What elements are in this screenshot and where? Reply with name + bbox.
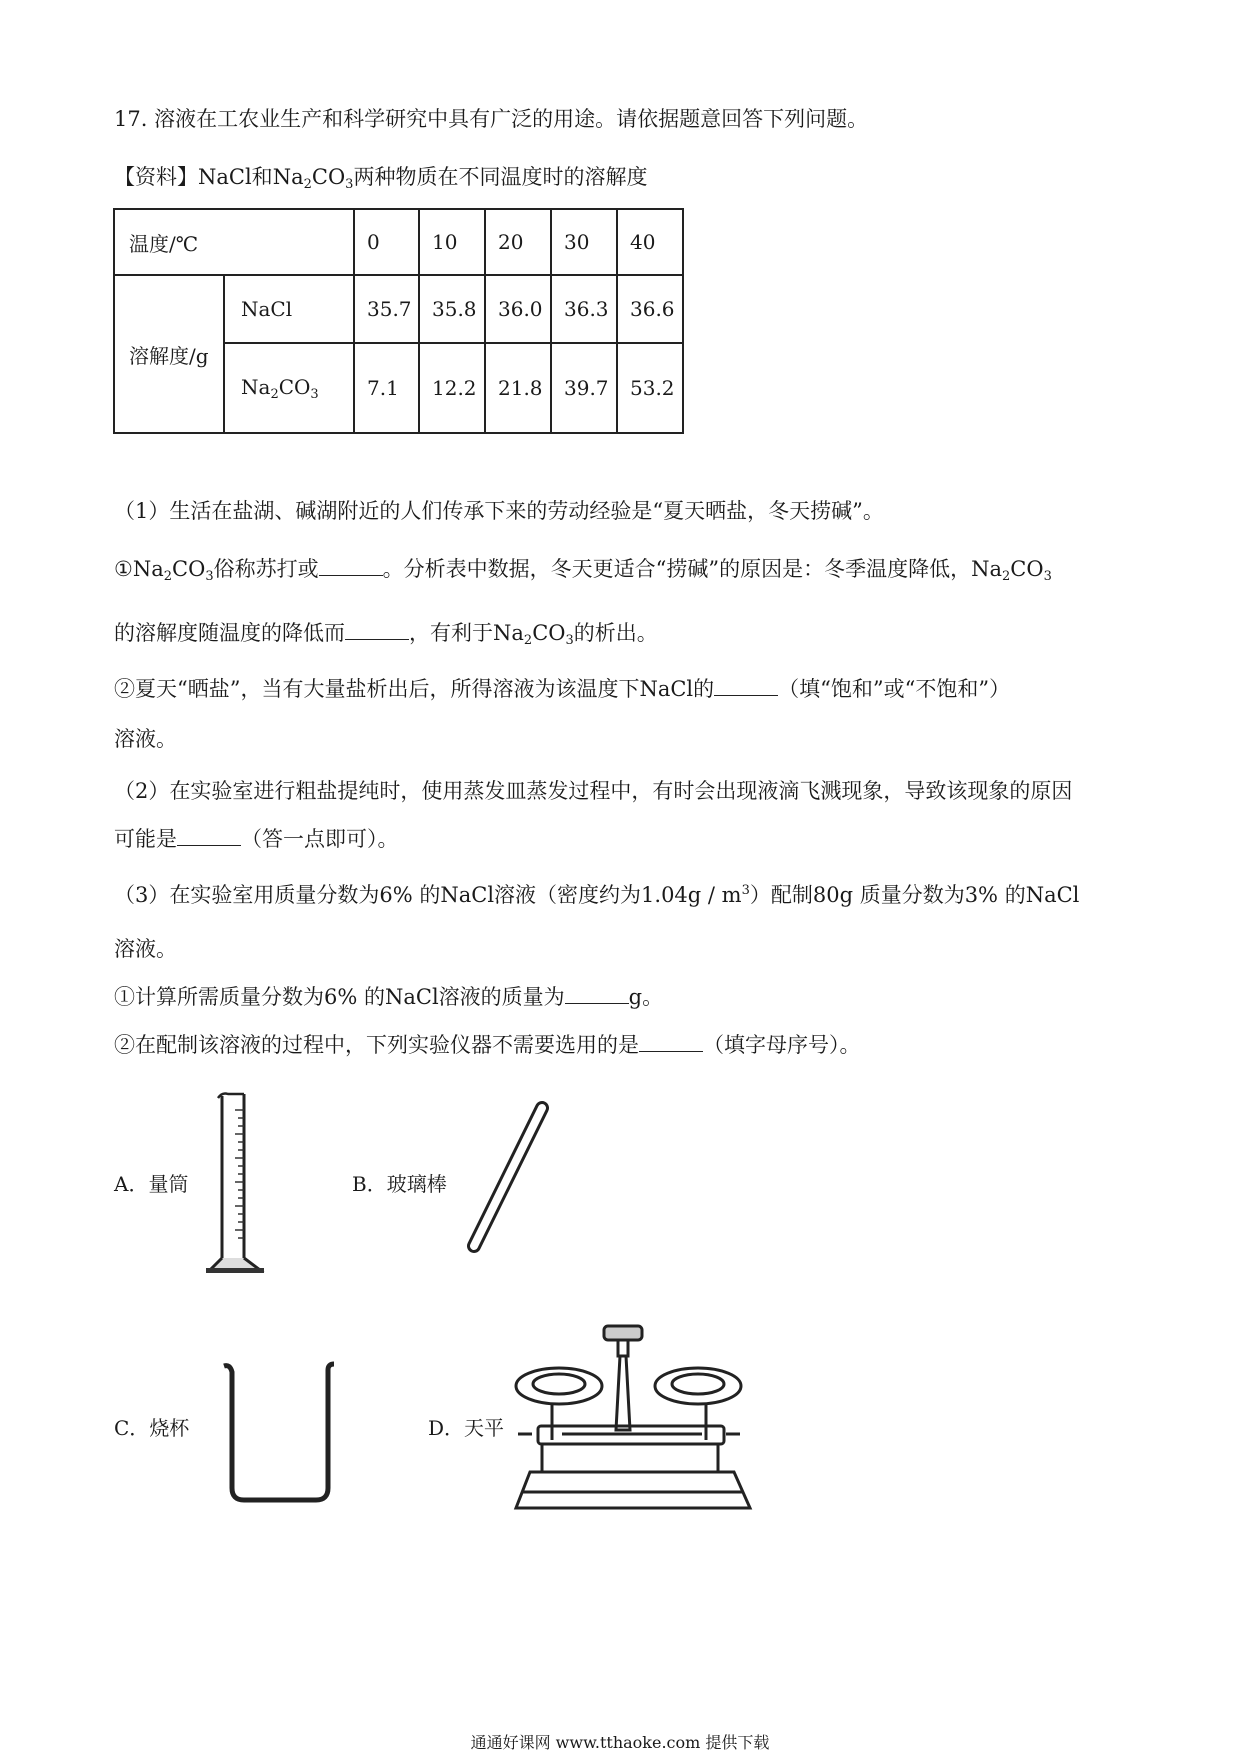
- glass-rod-icon: [460, 1100, 560, 1260]
- temp-header-cell: 温度/℃: [114, 209, 354, 275]
- answer-blank[interactable]: [177, 827, 241, 846]
- row-name-cell: NaCl: [224, 275, 354, 343]
- balance-icon: [512, 1322, 752, 1532]
- solubility-label-cell: 溶解度/g: [114, 275, 224, 433]
- value-cell: 35.8: [419, 275, 485, 343]
- q1-1-line2: 的溶解度随温度的降低而 ，有利于$Na_2CO_3$的析出。: [114, 621, 658, 648]
- value-cell: 53.2: [617, 343, 683, 433]
- material-prefix: 【资料】NaCl和: [114, 165, 273, 189]
- temp-cell: 10: [419, 209, 485, 275]
- temp-cell: 20: [485, 209, 551, 275]
- value-cell: 39.7: [551, 343, 617, 433]
- material-line: [114, 162, 647, 200]
- value-cell: 36.3: [551, 275, 617, 343]
- value-cell: 12.2: [419, 343, 485, 433]
- option-a[interactable]: A．量筒: [114, 1172, 189, 1196]
- q3-line2: 溶液。: [114, 937, 177, 961]
- value-cell: 36.6: [617, 275, 683, 343]
- q2-line1: （2）在实验室进行粗盐提纯时，使用蒸发皿蒸发过程中，有时会出现液滴飞溅现象，导致该现象的原因: [114, 779, 1073, 803]
- option-b[interactable]: B．玻璃棒: [352, 1172, 447, 1196]
- question-title: 17. 溶液在工农业生产和科学研究中具有广泛的用途。请依据题意回答下列问题。: [114, 107, 869, 131]
- temp-cell: 30: [551, 209, 617, 275]
- q3-line1: （3）在实验室用质量分数为6% 的NaCl溶液（密度约为$1.04g / m^3$）配制80g 质量分数为3% 的NaCl: [114, 883, 1080, 907]
- q3-1-line: ①计算所需质量分数为6% 的NaCl溶液的质量为 g。: [114, 985, 664, 1009]
- answer-blank[interactable]: [345, 621, 409, 640]
- table-row: [114, 275, 683, 343]
- value-cell: 21.8: [485, 343, 551, 433]
- q1-2-line1: ②夏天“晒盐”，当有大量盐析出后，所得溶液为该温度下NaCl的 （填“饱和”或“不饱和”）: [114, 677, 1011, 701]
- answer-blank[interactable]: [565, 985, 629, 1004]
- graduated-cylinder-icon: [200, 1090, 270, 1280]
- material-suffix: 两种物质在不同温度时的溶解度: [353, 165, 648, 189]
- temp-cell: 40: [617, 209, 683, 275]
- temp-cell: 0: [354, 209, 419, 275]
- value-cell: 7.1: [354, 343, 419, 433]
- row-name-cell: $Na_2CO_3$: [224, 343, 354, 433]
- table-header-row: [114, 209, 683, 275]
- value-cell: 36.0: [485, 275, 551, 343]
- q1-intro: （1）生活在盐湖、碱湖附近的人们传承下来的劳动经验是“夏天晒盐，冬天捞碱”。: [114, 499, 884, 523]
- answer-blank[interactable]: [319, 557, 383, 576]
- answer-blank[interactable]: [714, 677, 778, 696]
- answer-blank[interactable]: [639, 1033, 703, 1052]
- option-d[interactable]: D．天平: [428, 1416, 505, 1440]
- q3-2-line: ②在配制该溶液的过程中，下列实验仪器不需要选用的是 （填字母序号）。: [114, 1033, 861, 1057]
- solubility-table: [113, 208, 684, 434]
- q1-1-line1: $①Na_2CO_3$俗称苏打或 。分析表中数据，冬天更适合“捞碱”的原因是：冬季温度降低，$Na_2CO_3$: [114, 557, 1052, 584]
- option-c[interactable]: C．烧杯: [114, 1416, 190, 1440]
- page-footer: 通通好课网 www.tthaoke.com 提供下载: [470, 1733, 770, 1752]
- na2co3-formula: $Na_2CO_3$: [272, 165, 354, 192]
- beaker-icon: [220, 1360, 340, 1510]
- q1-2-line2: 溶液。: [114, 727, 177, 751]
- q2-line2: 可能是 （答一点即可）。: [114, 827, 399, 851]
- value-cell: 35.7: [354, 275, 419, 343]
